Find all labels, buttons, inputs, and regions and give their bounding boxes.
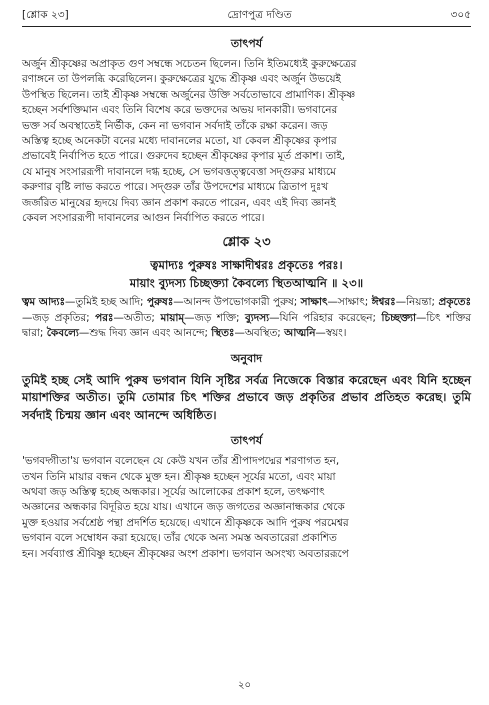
synonym-word: পরঃ (95, 311, 114, 324)
synonyms-block: ত্বম আদ্যঃ—তুমিই হচ্ছ আদি; পুরুষঃ—আনন্দ উপভোগকারী পুরুষ; সাক্ষাৎ—সাক্ষাৎ; ঈশ্বরঃ—নিয়ন্তা; প্রকৃতেঃ—জড় প্রকৃতির; পরঃ—অতীত; মায়াম্—জড় শক্তি; ব্যুদস্য—যিনি পরিহার করেছেন; চিচ্ছক্ত্যা—চিৎ শক্তির দ্বারা; কৈবল্যে—শুদ্ধ দিব্য জ্ঞান এবং আনন্দে; স্থিতঃ—অবস্থিত; আত্মনি—স্বয়ং। (22, 296, 472, 340)
purport-line: অস্তিত্ব হচ্ছে অনেকটা বনের মধ্যে দাবানলের মতো, যা কেবল শ্রীকৃষ্ণের কৃপার (22, 135, 337, 148)
sloka-verse (22, 257, 471, 292)
purport-line: জর্জরিত মানুষের হৃদয়ে দিব্য জ্ঞান প্রকাশ করতে পারেন, এবং এই দিব্য জ্ঞানই (22, 196, 336, 209)
header-chapter-title: দ্রোণপুত্র দণ্ডিত (227, 8, 292, 21)
translation-heading: অনুবাদ (230, 351, 263, 365)
footer-marker: ২০ (237, 680, 251, 691)
synonym-word: আত্মনি (284, 327, 316, 340)
running-header (22, 8, 471, 24)
purport-line: অজ্ঞানের অন্ধকার বিদূরিত হয়ে যায়। এখানে জড় জগতের অজ্ঞানান্ধকার থেকে (22, 501, 345, 514)
header-page-number: ৩০৫ (450, 8, 471, 21)
purport-heading-2: তাৎপর্য (230, 434, 263, 448)
synonym-word: স্থিতঃ (211, 327, 235, 340)
purport-line: প্রভাবেই নির্বাপিত হতে পারে। গুরুদেব হচ্ছেন শ্রীকৃষ্ণের কৃপার মূর্ত প্রকাশ। তাই, (22, 150, 346, 163)
purport-line: করুণার বৃষ্টি লাভ করতে পারে। সদ্গুরু তাঁর উপদেশের মাধ্যমে ত্রিতাপ দুঃখ (22, 181, 329, 194)
synonym-meaning: স্বয়ং। (325, 327, 347, 340)
purport-heading: তাৎপর্য (230, 37, 263, 50)
verse-line-1: ত্বমাদ্যঃ পুরুষঃ সাক্ষাদীশ্বরঃ প্রকৃতেঃ পরঃ। (150, 258, 343, 273)
purport-line: অথবা জড় অস্তিত্ব হচ্ছে অন্ধকার। সূর্যের আলোকের প্রকাশ হলে, তৎক্ষণাৎ (22, 486, 325, 498)
header-rule (22, 26, 471, 27)
purport-line: কেবল সংসাররূপী দাবানলের আগুন নির্বাপিত করতে পারে। (22, 212, 265, 225)
synonym-meaning: অতীত; (123, 311, 161, 324)
purport-line: ভগবান বলে সম্বোধন করা হয়েছে। তাঁর থেকে অন্য সমস্ত অবতারেরা প্রকাশিত (22, 532, 337, 545)
synonym-meaning: চিৎ শক্তির দ্বারা; (22, 311, 471, 340)
purport-line: হন। সর্বব্যাপ্ত শ্রীবিষ্ণু হচ্ছেন শ্রীকৃষ্ণের অংশ প্রকাশ। ভগবান অসংখ্য অবতাররূপে (22, 547, 349, 560)
synonym-word: মায়াম্ (160, 311, 185, 324)
synonym-meaning: নিয়ন্তা; (406, 296, 439, 309)
synonym-word: চিচ্ছক্ত্যা (381, 311, 417, 324)
synonym-meaning: তুমিই হচ্ছ আদি; (75, 296, 147, 309)
purport-line: 'ভগবদ্গীতা'য় ভগবান বলেছেন যে কেউ যখন তাঁর শ্রীপাদপদ্মের শরণাগত হন, (22, 455, 340, 468)
synonym-meaning: আনন্দ উপভোগকারী পুরুষ; (183, 296, 301, 309)
purport-paragraph (22, 57, 471, 226)
synonym-word: সাক্ষাৎ (300, 296, 328, 309)
synonym-meaning: শুদ্ধ দিব্য জ্ঞান এবং আনন্দে; (89, 327, 212, 340)
synonym-word: কৈবল্যে (46, 327, 79, 340)
sloka-heading: শ্লোক ২৩ (222, 235, 271, 251)
synonym-word: পুরুষঃ (146, 296, 174, 309)
translation-text: তুমিই হচ্ছ সেই আদি পুরুষ ভগবান যিনি সৃষ্টির সর্বত্র নিজেকে বিস্তার করেছেন এবং যিনি হচ্ছেন মায়াশক্তির অতীত। তুমি তোমার চিৎ শক্তির প্রভাবে জড় প্রকৃতির প্রভাব প্রতিহত করেছ। তুমি সর্বদাই চিন্ময় জ্ঞান এবং আনন্দে অধিষ্ঠিত। (22, 372, 471, 422)
synonym-meaning: জড় প্রকৃতির; (32, 311, 96, 324)
synonym-word: ত্বম আদ্যঃ (22, 296, 66, 309)
synonym-word: ব্যুদস্য (245, 311, 270, 324)
purport-line: তখন তিনি মায়ার বন্ধন থেকে মুক্ত হন। শ্রীকৃষ্ণ হচ্ছেন সূর্যের মতো, এবং মায়া (22, 470, 336, 483)
purport-line: মুক্ত হওয়ার সর্বশ্রেষ্ঠ পন্থা প্রদর্শিত হয়েছে। এখানে শ্রীকৃষ্ণকে আদি পুরুষ পরমেশ্বর (22, 516, 349, 529)
purport-line: উপস্থিত ছিলেন। তাই শ্রীকৃষ্ণ সম্বন্ধে অর্জুনের উক্তি সর্বতোভাবে প্রামাণিক। শ্রীকৃষ্ণ (22, 88, 356, 101)
purport-line: অর্জুন শ্রীকৃষ্ণের অপ্রাকৃত গুণ সম্বন্ধে সচেতন ছিলেন। তিনি ইতিমধ্যেই কুরুক্ষেত্রের (22, 58, 357, 70)
synonym-word: প্রকৃতেঃ (438, 296, 472, 309)
purport-line: যে মানুষ সংসাররূপী দাবানলে দগ্ধ হচ্ছে, সে ভগবত্তত্ত্ববেত্তা সদ্গুরুর মাধ্যমে (22, 165, 336, 178)
synonym-meaning: জড় শক্তি; (194, 311, 245, 324)
synonym-meaning: অবস্থিত; (244, 327, 285, 340)
purport-line: ভক্ত সর্ব অবস্থাতেই নির্ভীক, কেন না ভগবান সর্বদাই তাঁকে রক্ষা করেন। জড় (22, 119, 328, 132)
header-verse-ref: [শ্লোক ২৩] (22, 8, 69, 21)
purport-line: রণাঙ্গনে তা উপলব্ধি করেছিলেন। কুরুক্ষেত্রের যুদ্ধে শ্রীকৃষ্ণ এবং অর্জুন উভয়েই (22, 73, 341, 86)
synonym-meaning: সাক্ষাৎ; (337, 296, 372, 309)
synonym-meaning: যিনি পরিহার করেছেন; (279, 311, 382, 324)
purport-paragraph-2 (22, 454, 471, 562)
synonym-word: ঈশ্বরঃ (371, 296, 396, 309)
purport-line: হচ্ছেন সর্বশক্তিমান এবং তিনি বিশেষ করে ভক্তদের অভয় দানকারী। ভগবানের (22, 104, 338, 117)
verse-line-2: মায়াং ব্যুদস্য চিচ্ছক্ত্যা কৈবল্যে স্থিতআত্মনি ॥ ২৩॥ (129, 275, 364, 290)
